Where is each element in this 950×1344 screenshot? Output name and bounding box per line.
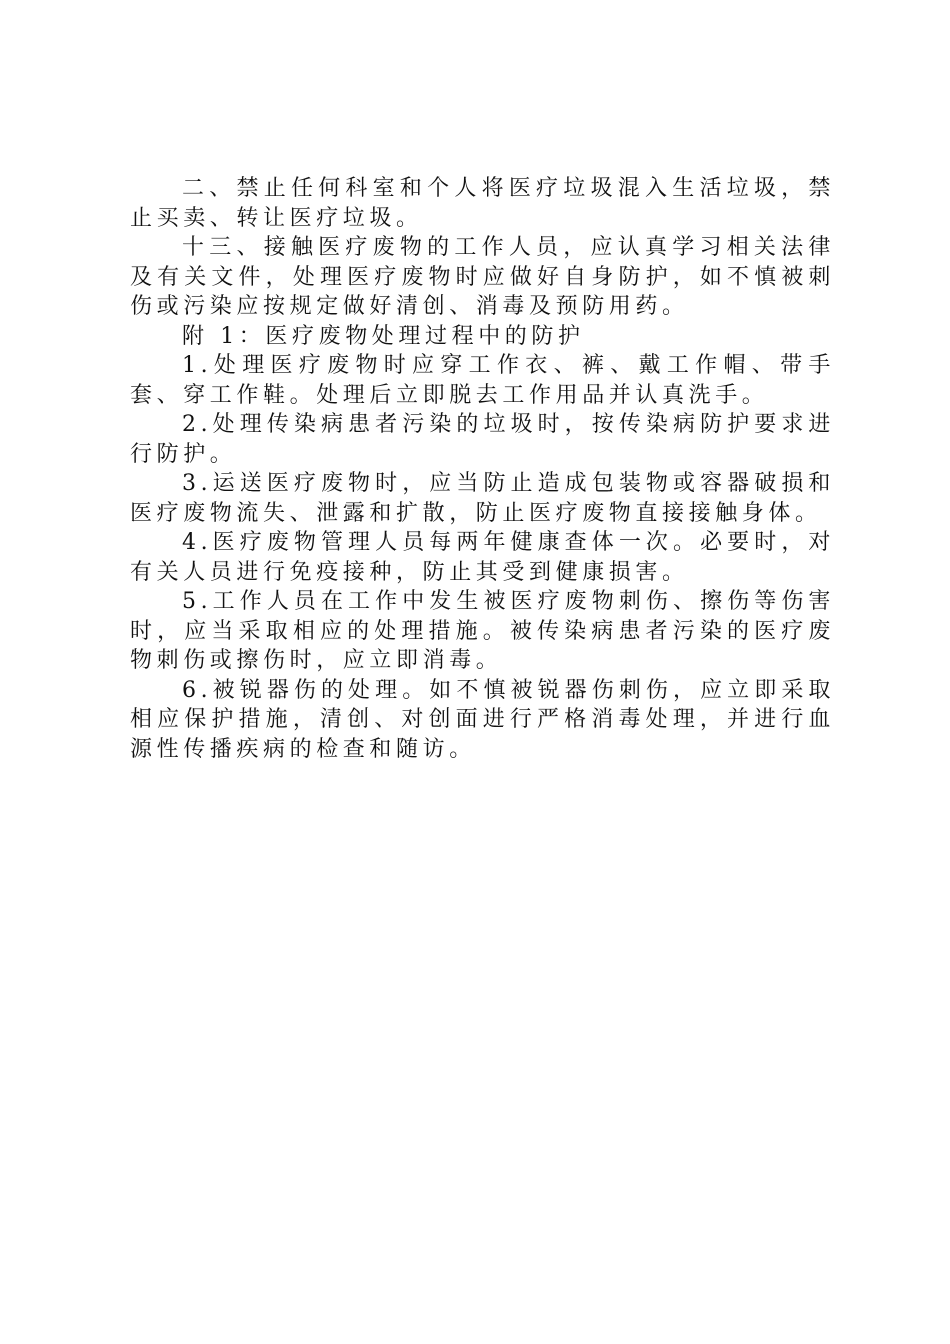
list-item-4: 4.医疗废物管理人员每两年健康查体一次。必要时，对有关人员进行免疫接种，防止其受到健康损害。 xyxy=(130,530,835,585)
paragraph-staff-protection: 十三、接触医疗废物的工作人员，应认真学习相关法律及有关文件，处理医疗废物时应做好自身防护，如不慎被刺伤或污染应按规定做好清创、消毒及预防用药。 xyxy=(130,235,835,319)
document-body xyxy=(130,174,835,764)
list-item-6: 6.被锐器伤的处理。如不慎被锐器伤刺伤，应立即采取相应保护措施，清创、对创面进行严格消毒处理，并进行血源性传播疾病的检查和随访。 xyxy=(130,677,835,762)
list-item-5: 5.工作人员在工作中发生被医疗废物刺伤、擦伤等伤害时，应当采取相应的处理措施。被传染病患者污染的医疗废物刺伤或擦伤时，应立即消毒。 xyxy=(130,589,835,673)
appendix-heading: 附 1：医疗废物处理过程中的防护 xyxy=(182,323,585,349)
list-item-1: 1.处理医疗废物时应穿工作衣、裤、戴工作帽、带手套、穿工作鞋。处理后立即脱去工作用品并认真洗手。 xyxy=(130,353,835,408)
list-item-3: 3.运送医疗废物时，应当防止造成包装物或容器破损和医疗废物流失、泄露和扩散，防止医疗废物直接接触身体。 xyxy=(130,471,835,526)
paragraph-prohibit-mixing: 二、禁止任何科室和个人将医疗垃圾混入生活垃圾，禁止买卖、转让医疗垃圾。 xyxy=(130,176,835,231)
list-item-2: 2.处理传染病患者污染的垃圾时，按传染病防护要求进行防护。 xyxy=(130,412,835,467)
